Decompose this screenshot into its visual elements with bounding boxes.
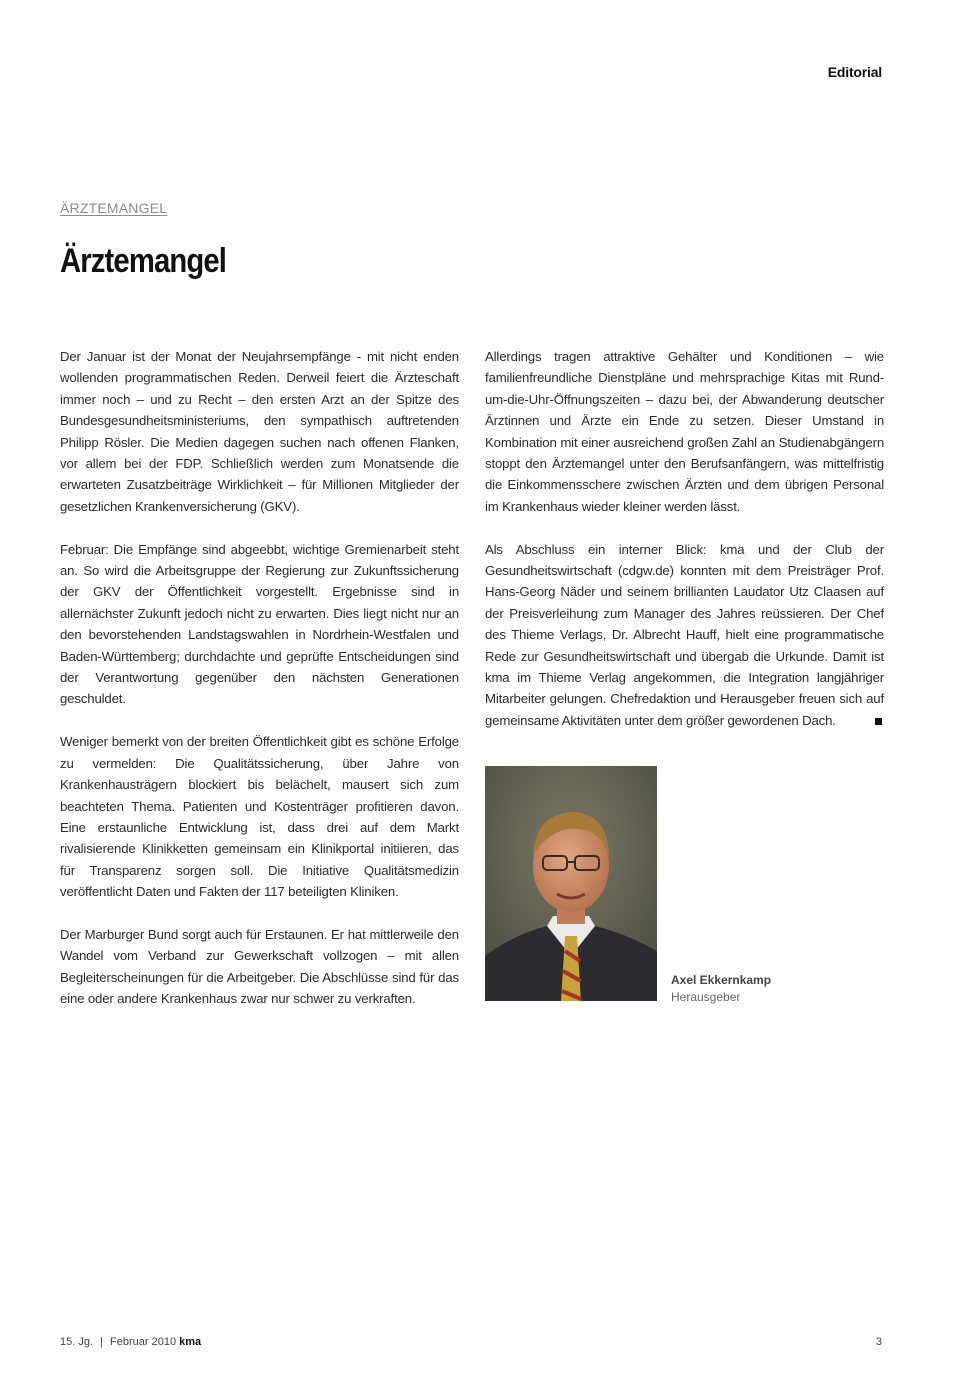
- portrait-caption-name: Axel Ekkernkamp: [671, 973, 772, 987]
- author-portrait: [485, 766, 657, 1001]
- end-of-article-mark: [875, 718, 882, 725]
- article-column-left: [60, 346, 459, 1031]
- footer-brand-logo: kma: [179, 1336, 202, 1348]
- article-kicker[interactable]: ÄRZTEMANGEL: [60, 200, 168, 216]
- paragraph: Februar: Die Empfänge sind abgeebbt, wichtige Gremienarbeit steht an. So wird die Arbeitsgruppe der Regierung zur Zukunftssicherung der GKV der Öffentlichkeit vorgestellt. Ergebnisse sind in allernächster Zukunft jedoch nicht zu erwarten. Dies liegt nicht nur an den bevorstehenden Landstagswahlen in Nordrhein-Westfalen und Baden-Württemberg; durchdachte und geprüfte Entscheidungen sind der Verantwortung gegenüber den nächsten Generationen geschuldet.: [60, 541, 459, 707]
- paragraph: Allerdings tragen attraktive Gehälter und Konditionen – wie familienfreundliche Dienstpläne und mehrsprachige Kitas mit Rund-um-die-Uhr-Öffnungszeiten – dazu bei, der Abwanderung deutscher Ärztinnen und Ärzte ein Ende zu setzen. Dieser Umstand in Kombination mit einer ausreichend großen Zahl an Studienabgängern stoppt den Ärztemangel unter den Berufsanfängern, was mittelfristig die Einkommensschere zwischen Ärzten und dem übrigen Personal im Krankenhaus wieder kleiner werden lässt.: [485, 349, 884, 514]
- paragraph: Der Marburger Bund sorgt auch für Erstaunen. Er hat mittlerweile den Wandel vom Verband zur Gewerkschaft vollzogen – mit allen Begleiterscheinungen für die Arbeitgeber. Die Abschlüsse sind für das eine oder andere Krankenhaus zwar nur schwer zu verkraften.: [60, 926, 459, 1007]
- paragraph: Der Januar ist der Monat der Neujahrsempfänge - mit nicht enden wollenden programmatischen Reden. Derweil feiert die Ärzteschaft immer noch – und zu Recht – den ersten Arzt an der Spitze des Bundesgesundheitsministeriums, den sympathisch auftretenden Philipp Rösler. Die Medien dagegen suchen nach offenen Flanken, vor allem bei der FDP. Schließlich werden zum Monatsende die erwarteten Zusatzbeiträge Wirklichkeit – für Millionen Mitglieder der gesetzlichen Krankenversicherung (GKV).: [60, 349, 459, 514]
- section-label: Editorial: [827, 64, 882, 80]
- footer-issue: 15. Jg.: [60, 1336, 94, 1348]
- page-number: 3: [875, 1336, 882, 1348]
- footer-date: Februar 2010: [110, 1336, 177, 1348]
- article-column-right: [485, 346, 884, 753]
- footer-issue-info: [60, 1336, 201, 1348]
- article-title: Ärztemangel: [60, 242, 227, 280]
- paragraph-text: Als Abschluss ein interner Blick: kma und der Club der Gesundheitswirtschaft (cdgw.de) konnten mit dem Preisträger Prof. Hans-Georg Näder und seinem brillianten Laudator Utz Claasen auf der Preisverleihung zum Manager des Jahres reüssieren. Der Chef des Thieme Verlags, Dr. Albrecht Hauff, hielt eine programmatische Rede zur Gesundheitswirtschaft und übergab die Urkunde. Damit ist kma im Thieme Verlag angekommen, die Integration langjähriger Mitarbeiter gelungen. Chefredaktion und Herausgeber freuen sich auf gemeinsame Aktivitäten unter dem größer gewordenen Dach.: [485, 541, 884, 728]
- paragraph: Weniger bemerkt von der breiten Öffentlichkeit gibt es schöne Erfolge zu vermelden: Die Qualitätssicherung, über Jahre von Krankenhausträgern blockiert bis belächelt, mausert sich zum beachteten Thema. Patienten und Kostenträger profitieren davon. Eine erstaunliche Entwicklung ist, dass drei auf dem Markt rivalisierende Klinikketten gemeinsam ein Klinikportal initiieren, das für Transparenz sorgen soll. Die Initiative Qualitätsmedizin veröffentlicht Daten und Fakten der 117 beteiligten Kliniken.: [60, 734, 459, 900]
- paragraph-last: [485, 539, 884, 732]
- footer-separator: |: [100, 1336, 103, 1348]
- portrait-caption-role: Herausgeber: [671, 990, 741, 1004]
